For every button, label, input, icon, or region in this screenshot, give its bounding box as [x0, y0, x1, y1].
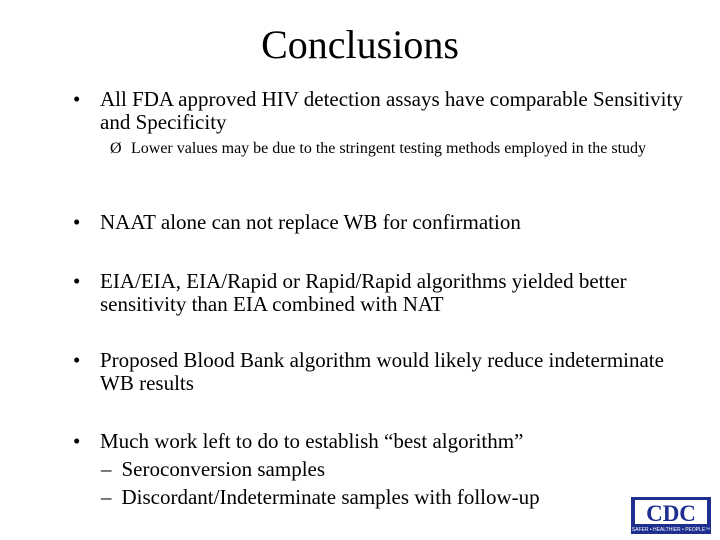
bullet-text: EIA/EIA, EIA/Rapid or Rapid/Rapid algorithms yielded better sensitivity than EIA combined with NAT: [100, 269, 627, 316]
bullet-item-5: [73, 430, 693, 453]
bullet-marker: •: [73, 87, 81, 111]
dash-text: Discordant/Indeterminate samples with follow-up: [121, 485, 540, 509]
bullet-item-2: [73, 211, 693, 234]
bullet-item-3: [73, 270, 693, 316]
cdc-logo: [631, 497, 711, 534]
bullet-text: Proposed Blood Bank algorithm would likely reduce indeterminate WB results: [100, 348, 664, 395]
bullet-item-1: [73, 88, 693, 134]
logo-text: CDC: [646, 501, 696, 526]
bullet-text: All FDA approved HIV detection assays have comparable Sensitivity and Specificity: [100, 87, 683, 134]
dash-marker: –: [101, 485, 112, 509]
dash-text: Seroconversion samples: [121, 457, 326, 481]
sub-bullet-item-1: [110, 139, 690, 158]
bullet-item-4: [73, 349, 693, 395]
bullet-marker: •: [73, 269, 81, 293]
sub-bullet-text: Lower values may be due to the stringent testing methods employed in the study: [131, 140, 647, 157]
bullet-marker: •: [73, 429, 81, 453]
dash-item-2: [101, 486, 540, 509]
dash-item-1: [101, 458, 325, 481]
slide-title: Conclusions: [261, 22, 459, 67]
bullet-text: Much work left to do to establish “best algorithm”: [100, 429, 524, 453]
bullet-marker: •: [73, 210, 81, 234]
bullet-marker: •: [73, 348, 81, 372]
logo-tagline: SAFER • HEALTHIER • PEOPLE™: [631, 527, 711, 533]
dash-marker: –: [101, 457, 112, 481]
arrow-bullet-marker: Ø: [110, 140, 122, 157]
bullet-text: NAAT alone can not replace WB for confirmation: [100, 210, 521, 234]
